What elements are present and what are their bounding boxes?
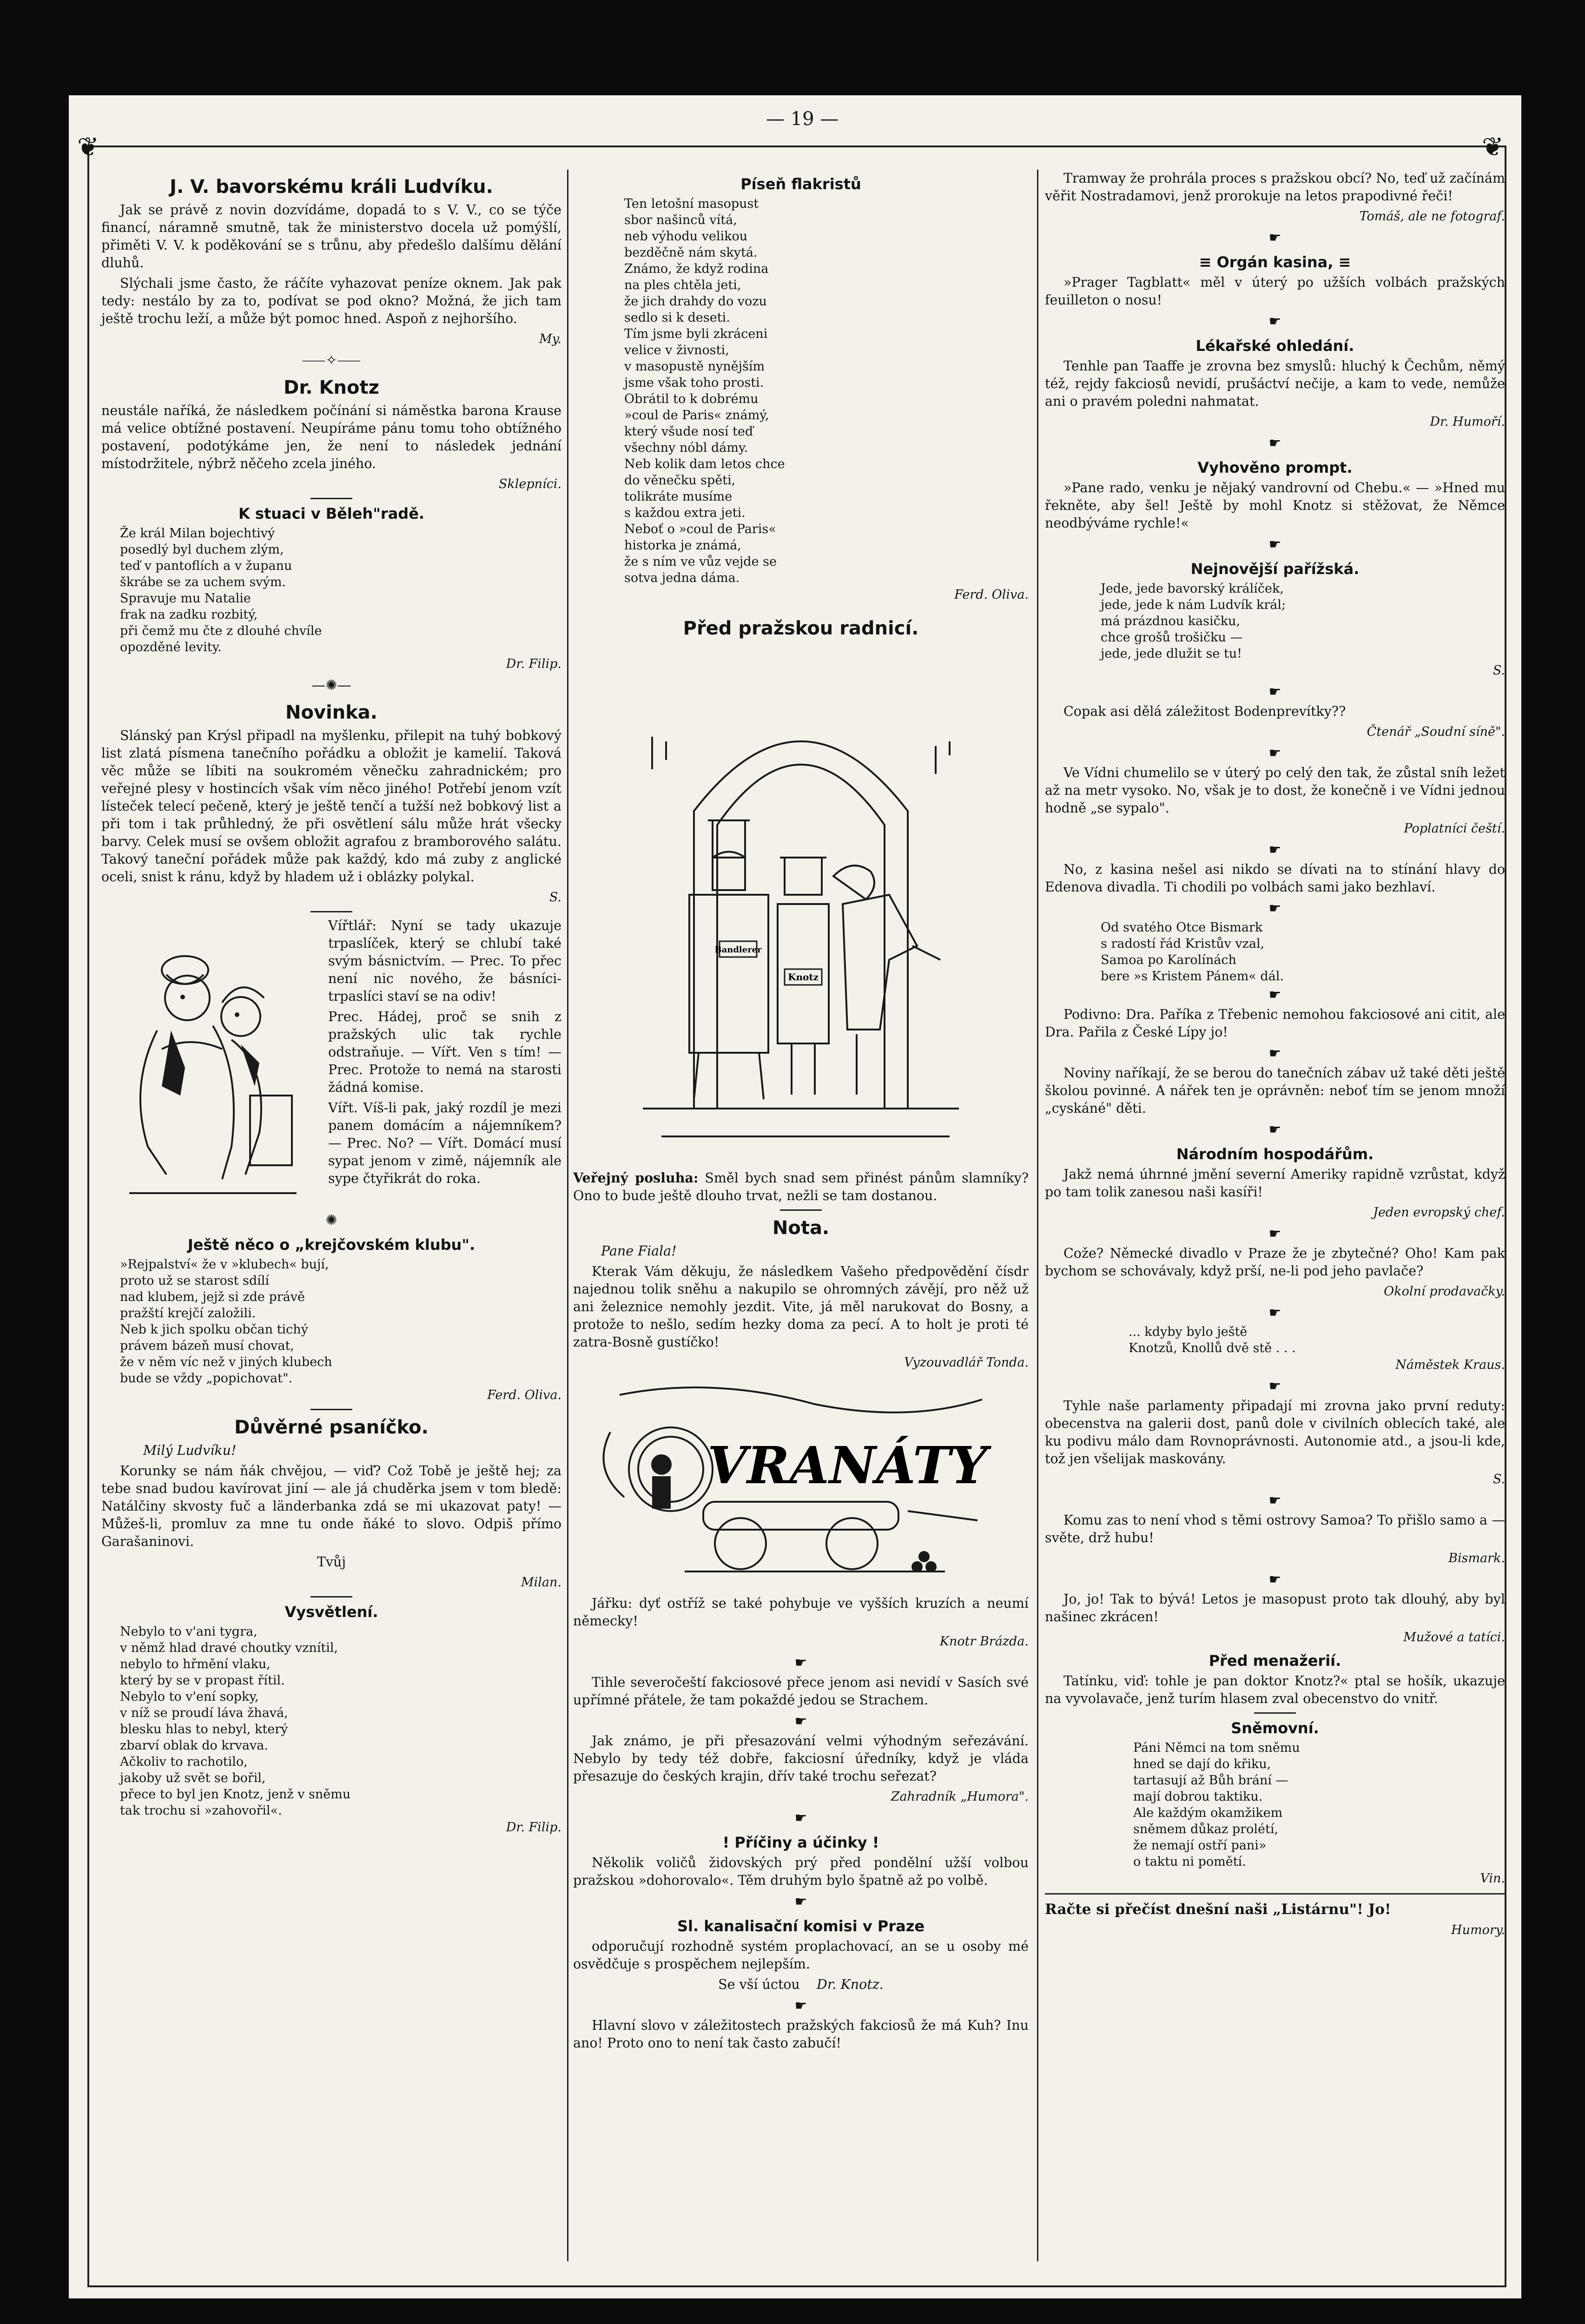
poem-line: Známo, že když rodina <box>624 262 769 276</box>
poem-line: že jich drahdy do vozu <box>624 294 767 309</box>
column-2 <box>573 170 1029 2055</box>
article-text: Jo, jo! Tak to bývá! Letos je masopust proto tak dlouhý, aby byl našinec zkrácen! <box>1045 1591 1505 1624</box>
vranaty-cannon-illustration <box>592 1376 1010 1590</box>
poem-line: Nebylo to v'ani tygra, <box>120 1624 258 1639</box>
pointing-hand-icon: ☛ <box>1268 1492 1281 1509</box>
poem-line: Od svatého Otce Bismark <box>1101 920 1263 935</box>
closing-text: Se vší úctou <box>718 1977 800 1992</box>
signature: S. <box>1493 663 1505 678</box>
poem-line: blesku hlas to nebyl, který <box>120 1722 288 1736</box>
sign-label: Knotz <box>788 971 819 983</box>
pointing-hand-icon: ☛ <box>1268 1045 1281 1062</box>
pointing-hand-icon: ☛ <box>1268 1122 1281 1138</box>
poem-line: hned se dají do křiku, <box>1133 1757 1271 1771</box>
column-divider <box>567 170 568 2261</box>
signature: Poplatníci čeští. <box>1404 821 1505 836</box>
pointing-hand-icon: ☛ <box>1268 435 1281 451</box>
poem-line: má prázdnou kasičku, <box>1101 614 1241 628</box>
poem-line: teď v pantoflích a v županu <box>120 559 292 573</box>
poem-line: který všude nosí teď <box>624 424 753 439</box>
poem-line: ... kdyby bylo ještě <box>1129 1325 1248 1339</box>
article-text: Tyhle naše parlamenty připadají mi zrovna jako první reduty: obecenstva na galerii dost, panů dole v civilních oblecích také, ale ku podivu málo dam Rovnoprávnosti. Autonomie atd., a jsou-li kde, tož jen všelijak maskovány. <box>1045 1398 1505 1466</box>
corner-ornament-left: ❦ <box>77 132 99 162</box>
pointing-hand-icon: ☛ <box>1268 745 1281 761</box>
article-text: neustále naříká, že následkem počínání si náměstka barona Krause má velice obtížné postavení. Neupíráme pánu tomu toho obtížného postavení, podotýkáme jen, že není to následek jednání místodržitele, nýbrž něčeho zcela jiného. <box>101 403 561 471</box>
poem-line: Tím jsme byli zkráceni <box>624 327 768 341</box>
two-men-illustration <box>101 919 320 1207</box>
poem-line: o taktu ni pomětí. <box>1133 1855 1246 1869</box>
poem-line: sněmem důkaz prolétí, <box>1133 1822 1279 1836</box>
poem-line: tak trochu si »zahovořil«. <box>120 1803 282 1818</box>
signature: Humory. <box>1451 1923 1505 1937</box>
article-title: Národním hospodářům. <box>1176 1145 1374 1163</box>
article-text: Cože? Německé divadlo v Praze že je zbytečné? Oho! Kam pak bychom se schovávaly, když prší, ne-li pod jeho pavlače? <box>1045 1246 1505 1279</box>
poem-line: opozděné levity. <box>120 640 222 654</box>
signature: Dr. Humoří. <box>1430 415 1505 429</box>
poem-line: bere »s Kristem Pánem« dál. <box>1101 969 1284 984</box>
article-text: Ve Vídni chumelilo se v úterý po celý den tak, že zůstal sníh ležet až na metr vysoko. No, však je to dost, že konečně i ve Vídni jednou hodně „se sypalo". <box>1045 765 1505 816</box>
signature: Vyzouvadlář Tonda. <box>904 1355 1029 1370</box>
poem-line: nad klubem, jejž si zde právě <box>120 1290 305 1304</box>
pointing-hand-icon: ☛ <box>1268 230 1281 246</box>
article-text: Jak se právě z novin dozvídáme, dopadá to s V. V., co se týče financí, náramně smutně, tak že ministerstvo docela už pomýšlí, přiměti V. V. k poděkování se s trůnu, aby předešlo dalšímu dělání dluhů. <box>101 202 561 271</box>
signature: Okolní prodavačky. <box>1384 1284 1505 1299</box>
signature: Ferd. Oliva. <box>487 1388 561 1402</box>
signature: Tomáš, ale ne fotograf. <box>1359 209 1505 224</box>
poem-line: Neboť o »coul de Paris« <box>624 522 776 536</box>
article-text: Vířtlář: Nyní se tady ukazuje trpaslíček, který se chlubí také svým básnictvím. — Prec. To přec není nic nového, že básníci-trpaslíci staví se na odiv! <box>328 918 561 1004</box>
pointing-hand-icon: ☛ <box>794 1894 807 1910</box>
article-text: »Pane rado, venku je nějaký vandrovní od Chebu.« — »Hned mu řekněte, aby šel! Ještě by mohl Knotz si stěžovat, že Němce neodbýváme rychle!« <box>1045 480 1505 531</box>
pointing-hand-icon: ☛ <box>1268 987 1281 1003</box>
pointing-hand-icon: ☛ <box>794 1655 807 1671</box>
column-1 <box>101 170 561 1839</box>
poem-line: Páni Němci na tom sněmu <box>1133 1741 1300 1755</box>
poem-line: proto už se starost sdílí <box>120 1274 270 1288</box>
article-text: Podivno: Dra. Paříka z Třebenic nemohou fakciosové ani citit, ale Dra. Pařila z České Lípy jo! <box>1045 1007 1505 1040</box>
article-title: Nejnovější pařížská. <box>1190 560 1360 578</box>
article-title: Vyhověno prompt. <box>1197 459 1353 476</box>
article-text: Tenhle pan Taaffe je zrovna bez smyslů: hluchý k Čechům, němý též, rejdy fakciosů nevidí, prušáctví nečije, a kam to vede, nemůže ani o pravém poledni nahmatat. <box>1045 358 1505 409</box>
poem-line: posedlý byl duchem zlým, <box>120 542 284 557</box>
poem <box>1045 581 1505 662</box>
poem-line: s radostí řád Kristův vzal, <box>1101 937 1265 951</box>
poem-line: Ačkoliv to rachotilo, <box>120 1755 248 1769</box>
signature: My. <box>539 332 561 346</box>
poem-line: chce grošů trošičku — <box>1101 630 1243 645</box>
pointing-hand-icon: ☛ <box>794 1998 807 2014</box>
pointing-hand-icon: ☛ <box>1268 313 1281 330</box>
poem-line: škrábe se za uchem svým. <box>120 575 286 589</box>
poem-line: tolikráte musíme <box>624 489 733 504</box>
caption-text: Směl bych snad sem přinést pánům slamníky? Ono to bude ještě dlouho trvat, nežli se tam dostanou. <box>573 1170 1029 1203</box>
article-title: Sněmovní. <box>1231 1719 1319 1737</box>
poem-line: v masopustě nynějším <box>624 359 765 374</box>
article-text: Jak známo, je při přesazování velmi výhodným seřezávání. Nebylo by tedy též dobře, fakciosní úředníky, když je vláda přesazuje do českých krajin, dřív také trochu seřezat? <box>573 1733 1029 1784</box>
poem-line: zbarví oblak do krvava. <box>120 1738 268 1753</box>
article-text: Několik voličů židovských prý před pondělní užší volbou pražskou »dohorovalo«. Těm druhým bylo špatně až po volbě. <box>573 1855 1029 1888</box>
pointing-hand-icon: ☛ <box>1268 1571 1281 1588</box>
signature: Vin. <box>1480 1871 1505 1886</box>
poem-line: právem bázeň musí chovat, <box>120 1339 294 1353</box>
article-title: Píseň flakristů <box>740 175 861 193</box>
article-text: Slánský pan Krýsl připadl na myšlenku, přilepit na tuhý bobkový list zlatá písmena tanečního pořádku a obložit je kamelií. Taková věc může se líbiti na soukromém věnečku zahradnickém; pro veřejné plesy v hostincích však vím něco jiného! Potřebí jenom vzít lísteček telecí pečeně, který je ještě tenčí a tužší než bobkový list a při tom i tak průhledný, že při osvětlení sálu může hrát všecky barvy. Celek musí se ovšem obložit agrafou z bramborového salátu. Takový taneční pořádek může pak každý, kdo má zuby z anglické oceli, snist k ránu, když by hladem už i oblázky polykal. <box>101 728 561 885</box>
article-title: Ještě něco o „krejčovském klubu". <box>187 1236 476 1254</box>
poem-line: Jede, jede bavorský králíček, <box>1101 581 1284 596</box>
signature: Dr. Filip. <box>506 657 561 671</box>
poem-line: v němž hlad dravé choutky vznítil, <box>120 1641 338 1655</box>
poem-line: tartasují až Bůh brání — <box>1133 1773 1288 1788</box>
signature: Ferd. Oliva. <box>954 588 1029 602</box>
poem-line: na ples chtěla jeti, <box>624 278 741 292</box>
poem <box>1045 1740 1505 1870</box>
signature: S. <box>549 890 561 905</box>
divider-ornament: ⸺✧⸺ <box>302 352 361 369</box>
signature: Čtenář „Soudní síně". <box>1367 725 1505 739</box>
divider-rule <box>780 1209 822 1211</box>
divider-rule <box>1045 1893 1505 1895</box>
signature: Jeden evropský chef. <box>1373 1205 1505 1220</box>
column-divider <box>1037 170 1038 2261</box>
salutation: Milý Ludvíku! <box>143 1443 237 1458</box>
poem <box>101 525 561 655</box>
closing-notice: Račte si přečíst dnešní naši „Listárnu"! Jo! <box>1045 1901 1391 1918</box>
sign-label: Bandlerer <box>714 945 762 955</box>
article-title: Dr. Knotz <box>284 377 379 398</box>
article-text: Kterak Vám děkuju, že následkem Vašeho předpovědění čísdr najednou tolik sněhu a nakupilo se ohromných závějí, pro něž už ani železnice nemohly jezdit. Vite, já měl narukovat do Bosny, a protože to nešlo, sedím hezky doma za pecí. A to holt je proti té zatra-Bosně gustíčko! <box>573 1264 1029 1350</box>
poem-line: všechny nóbl dámy. <box>624 441 748 455</box>
pointing-hand-icon: ☛ <box>1268 1378 1281 1394</box>
pointing-hand-icon: ☛ <box>1268 536 1281 553</box>
poem-line: sotva jedna dáma. <box>624 571 740 585</box>
article-text: Copak asi dělá záležitost Bodenprevítky?? <box>1063 704 1346 719</box>
banner-lettering: VRANÁTY <box>707 1435 988 1495</box>
poem-line: do věnečku spěti, <box>624 473 736 488</box>
article-title: Sl. kanalisační komisi v Praze <box>677 1917 925 1935</box>
article-title: Důvěrné psaníčko. <box>234 1417 429 1438</box>
article-title: Před menažerií. <box>1209 1652 1341 1670</box>
poem-line: »Rejpalství« že v »klubech« bují, <box>120 1257 329 1272</box>
poem-line: sbor našinců vítá, <box>624 213 737 227</box>
article-title: ! Příčiny a účinky ! <box>722 1834 879 1851</box>
poem <box>573 196 1029 586</box>
poem-line: neb výhodu velikou <box>624 229 748 244</box>
poem-line: velice v živnosti, <box>624 343 729 357</box>
poem-line: Neb kolik dam letos chce <box>624 457 785 471</box>
signature: Dr. Filip. <box>506 1820 561 1835</box>
article-text: Tihle severočeští fakciosové přece jenom asi nevidí v Sasích své upřímné přátele, že tam pokaždé jedou se Strachem. <box>573 1675 1029 1708</box>
poem-line: nebylo to hřmění vlaku, <box>120 1657 271 1671</box>
dialogue-with-illustration <box>101 917 561 1210</box>
divider-ornament: —✺— <box>311 677 351 693</box>
pointing-hand-icon: ☛ <box>794 1713 807 1730</box>
signature: Bismark. <box>1448 1551 1505 1565</box>
poem-line: jede, jede k nám Ludvík král; <box>1101 598 1286 612</box>
pointing-hand-icon: ☛ <box>1268 1305 1281 1321</box>
article-title: Novinka. <box>285 702 377 723</box>
poem <box>101 1624 561 1819</box>
article-title: ≡ Orgán kasina, ≡ <box>1199 253 1351 271</box>
article-title: Lékařské ohledání. <box>1195 337 1354 355</box>
poem-line: že s ním ve vůz vejde se <box>624 555 777 569</box>
poem-line: při čemž mu čte z dlouhé chvíle <box>120 624 322 638</box>
poem-line: pražští krejčí založili. <box>120 1306 256 1320</box>
article-text: odporučují rozhodně systém proplachovací, an se u osoby mé osvědčuje s prospěchem nejlepším. <box>573 1939 1029 1972</box>
poem-line: Že král Milan bojechtivý <box>120 526 275 541</box>
signature: Knotr Brázda. <box>939 1634 1029 1649</box>
poem-line: sedlo si k deseti. <box>624 310 730 325</box>
poem-line: Neb k jich spolku občan tichý <box>120 1322 308 1337</box>
pointing-hand-icon: ☛ <box>1268 842 1281 858</box>
poem-line: Spravuje mu Natalie <box>120 591 251 606</box>
poem <box>1045 919 1505 984</box>
divider-rule <box>310 1596 352 1598</box>
poem-line: jsme však toho prosti. <box>624 376 764 390</box>
corner-ornament-right: ❦ <box>1482 132 1504 162</box>
poem-line: že nemají ostří pani» <box>1133 1838 1267 1853</box>
article-text: Prec. Hádej, proč se snih z pražských ulic tak rychle odstraňuje. — Vířt. Ven s tím! — Prec. Protože to nemá na starosti žádná komise. <box>328 1009 561 1095</box>
pointing-hand-icon: ☛ <box>1268 684 1281 700</box>
article-text: Tramway že prohrála proces s pražskou obcí? No, teď už začínám věřit Nostradamovi, jenž prorokuje na letos prapodivné řeči! <box>1045 171 1505 204</box>
caption <box>573 1169 1029 1205</box>
article-title: J. V. bavorskému králi Ludvíku. <box>170 176 493 198</box>
pointing-hand-icon: ☛ <box>794 1810 807 1826</box>
poem-line: bezděčně nám skytá. <box>624 245 758 260</box>
article-text: Korunky se nám ňák chvějou, — viď? Což Tobě je ještě hej; za tebe snad budou kavírovat jiní — ale já chuděrka jsem v tom bledě: Natálčiny skvosty fuč a länderbanka zdá se mi ukazovat paty! — Můžeš-li, promluv za mne tu onde ňáké to slovo. Odpiš přímo Garašaninovi. <box>101 1463 561 1549</box>
pointing-hand-icon: ☛ <box>1268 1226 1281 1242</box>
title-text: Orgán kasina, <box>1216 253 1334 271</box>
signature: Mužové a tatíci. <box>1403 1630 1505 1644</box>
poem-line: Samoa po Karolínách <box>1101 953 1236 967</box>
article-text: Jářku: dyť ostříž se také pohybuje ve vyšších kruzích a neumí německy! <box>573 1596 1029 1629</box>
article-text: Slýchali jsme často, že ráčíte vyhazovat peníze oknem. Jak pak tedy: nestálo by za to, podívat se pod okno? Možná, že jich tam ještě trochu leží, a může být pomoc hned. Aspoň z nejhoršího. <box>101 276 561 326</box>
article-title: K stuaci v Běleh"radě. <box>238 505 425 522</box>
poem-line: »coul de Paris« známý, <box>624 408 769 423</box>
poem-line: který by se v propast řítil. <box>120 1673 285 1688</box>
poem-line: historka je známá, <box>624 538 741 553</box>
divider-rule <box>310 1409 352 1410</box>
poem-line: s každou extra jeti. <box>624 506 746 520</box>
article-text: Vířt. Víš-li pak, jaký rozdíl je mezi panem domácím a nájemníkem? — Prec. No? — Vířt. Domácí musí sypat jenom v zimě, nájemník ale sype čtyřikrát do roka. <box>328 1100 561 1186</box>
closing: Tvůj <box>317 1554 346 1570</box>
article-title: Vysvětlení. <box>284 1603 378 1621</box>
poem-line: Obrátil to k dobrému <box>624 392 759 406</box>
closing <box>573 1976 1029 1994</box>
poem-line: bude se vždy „popichovat". <box>120 1371 292 1386</box>
poem-line: Knotzů, Knollů dvě stě . . . <box>1129 1341 1296 1355</box>
page-number: — 19 — <box>766 108 839 130</box>
article-title: Nota. <box>772 1217 830 1239</box>
poem <box>1045 1324 1505 1356</box>
signature: Sklepníci. <box>498 477 561 491</box>
newspaper-page <box>69 95 1521 2298</box>
divider-rule <box>310 498 352 499</box>
poem-line: Nebylo to v'ení sopky, <box>120 1690 259 1704</box>
poem-line: že v něm víc než v jiných klubech <box>120 1355 332 1369</box>
pointing-hand-icon: ☛ <box>1268 900 1281 917</box>
signature: Náměstek Kraus. <box>1395 1358 1505 1372</box>
poem-line: frak na zadku rozbitý, <box>120 607 258 622</box>
poem-line: v níž se proudí láva žhavá, <box>120 1706 288 1720</box>
article-text: Noviny naříkají, že se berou do tanečních zábav už také děti ještě školou povinné. A nářek ten je oprávněn: neboť tím se jenom množí „cyskáné" děti. <box>1045 1065 1505 1116</box>
article-text: No, z kasina nešel asi nikdo se dívati na to stínání hlavy do Edenova divadla. Ti chodili po volbách sami jako bezhlaví. <box>1045 862 1505 895</box>
divider-ornament: ✺ <box>325 1212 337 1228</box>
signature: Milan. <box>521 1575 561 1590</box>
poem-line: jakoby už svět se bořil, <box>120 1771 266 1785</box>
signature: Dr. Knotz. <box>817 1977 884 1992</box>
column-3 <box>1045 170 1505 1942</box>
article-text: Tatínku, viď: tohle je pan doktor Knotz?« ptal se hošík, ukazuje na vyvolavače, jenž turím hlasem zval obecenstvo do vnitř. <box>1045 1673 1505 1706</box>
poem-line: přece to byl jen Knotz, jenž v sněmu <box>120 1787 351 1802</box>
article-text: Komu zas to není vhod s těmi ostrovy Samoa? To přišlo samo a — světe, drž hubu! <box>1045 1512 1505 1545</box>
article-text: Hlavní slovo v záležitostech pražských fakciosů že má Kuh? Inu ano! Proto ono to není tak často zabučí! <box>573 2018 1029 2051</box>
article-text: »Prager Tagblatt« měl v úterý po užších volbách pražských feuilleton o nosu! <box>1045 275 1505 308</box>
poem-line: jede, jede dlužit se tu! <box>1101 647 1242 661</box>
article-title: Před pražskou radnicí. <box>683 618 919 639</box>
town-hall-illustration <box>624 644 977 1164</box>
signature: Zahradník „Humora". <box>891 1789 1029 1804</box>
article-text: Jakž nemá úhrnné jmění severní Ameriky rapidně vzrůstat, když po tam tolik zanesou naši kasíři! <box>1045 1167 1505 1200</box>
divider-rule <box>1254 1712 1296 1714</box>
signature: S. <box>1493 1472 1505 1486</box>
poem <box>101 1256 561 1386</box>
caption-label: Veřejný posluha: <box>573 1170 699 1186</box>
poem-line: Ale každým okamžikem <box>1133 1806 1283 1820</box>
salutation: Pane Fiala! <box>601 1243 677 1259</box>
divider-rule <box>310 911 352 912</box>
poem-line: mají dobrou taktiku. <box>1133 1789 1263 1804</box>
poem-line: Ten letošní masopust <box>624 197 759 211</box>
